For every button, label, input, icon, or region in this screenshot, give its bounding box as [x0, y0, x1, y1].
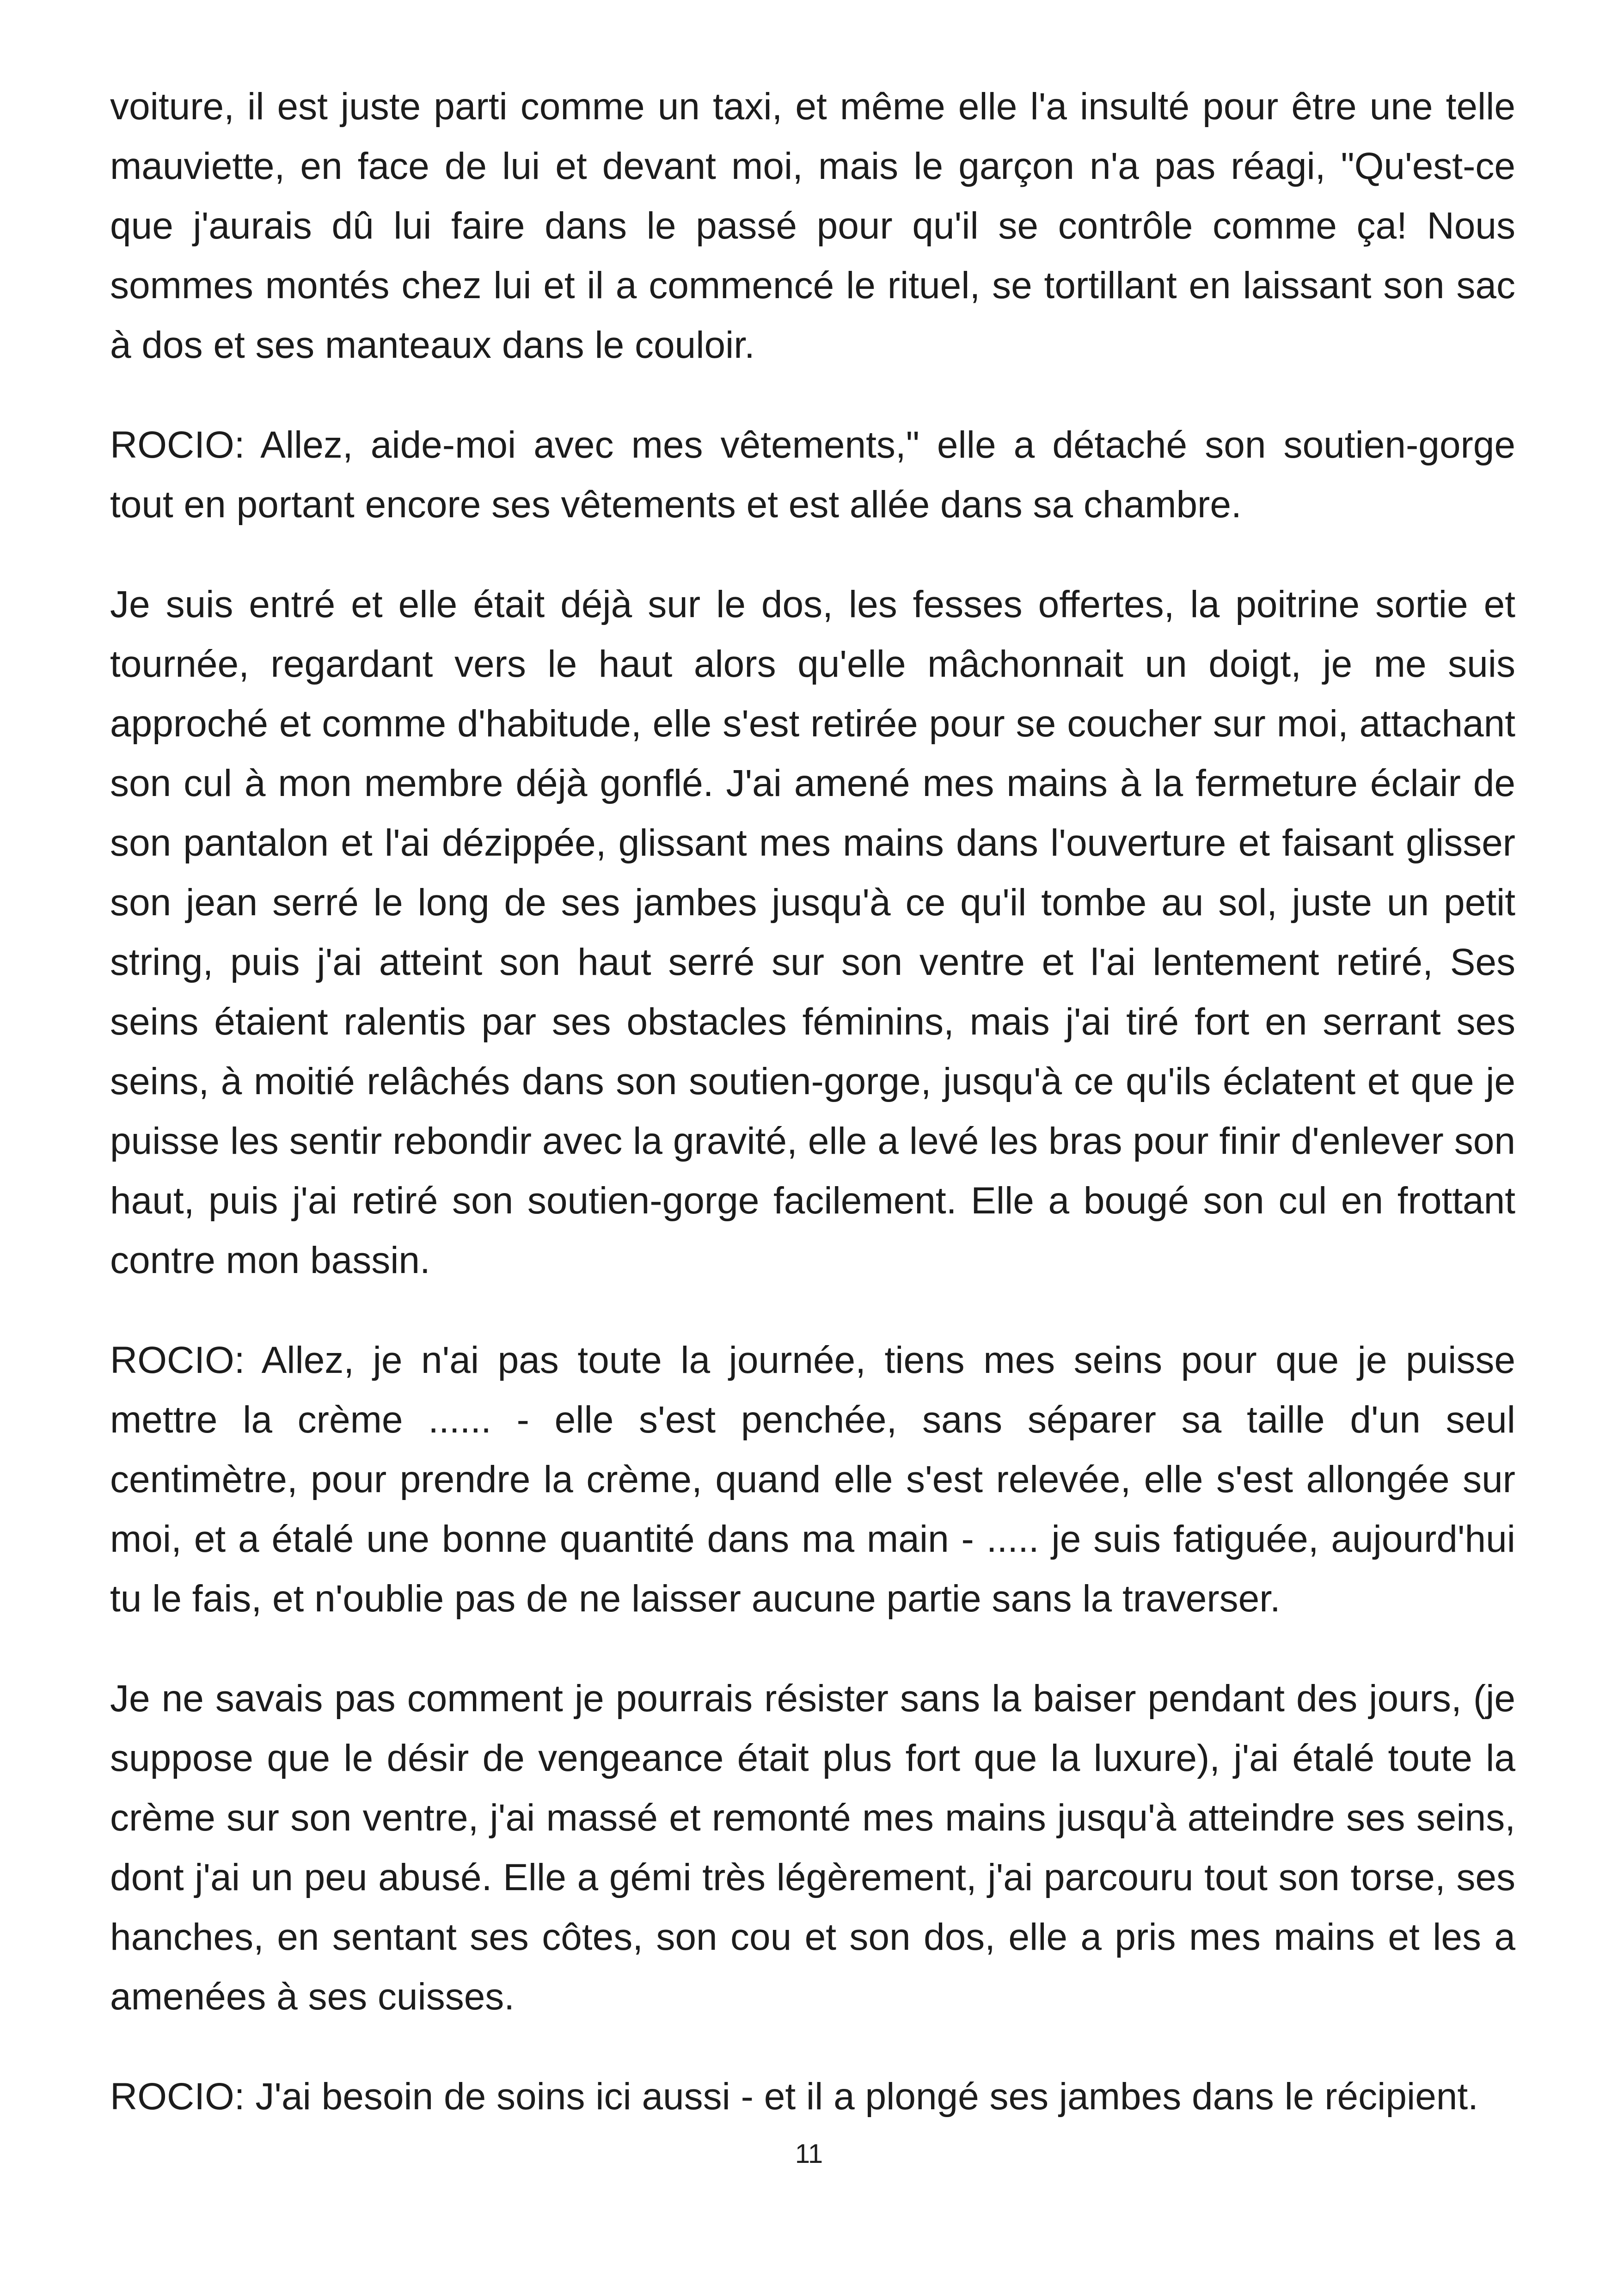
paragraph-1: voiture, il est juste parti comme un taxi, et même elle l'a insulté pour être une telle mauviette, en face de lui et devant moi, mais le garçon n'a pas réagi, "Qu'est-ce que j'aurais dû lui faire dans le passé pour qu'il se contrôle comme ça! Nous sommes montés chez lui et il a commencé le rituel, se tortillant en laissant son sac à dos et ses manteaux dans le couloir.	[110, 86, 1515, 366]
body-text	[110, 77, 1515, 2167]
paragraph-6: ROCIO: J'ai besoin de soins ici aussi - et il a plongé ses jambes dans le récipient.	[110, 2076, 1478, 2118]
page-number: 11	[795, 2139, 823, 2169]
paragraph-2: ROCIO: Allez, aide-moi avec mes vêtements," elle a détaché son soutien-gorge tout en portant encore ses vêtements et est allée dans sa chambre.	[110, 424, 1515, 526]
paragraph-5: Je ne savais pas comment je pourrais résister sans la baiser pendant des jours, (je suppose que le désir de vengeance était plus fort que la luxure), j'ai étalé toute la crème sur son ventre, j'ai massé et remonté mes mains jusqu'à atteindre ses seins, dont j'ai un peu abusé. Elle a gémi très légèrement, j'ai parcouru tout son torse, ses hanches, en sentant ses côtes, son cou et son dos, elle a pris mes mains et les a amenées à ses cuisses.	[110, 1678, 1515, 2018]
paragraph-4: ROCIO: Allez, je n'ai pas toute la journée, tiens mes seins pour que je puisse mettre la crème ...... - elle s'est penchée, sans séparer sa taille d'un seul centimètre, pour prendre la crème, quand elle s'est relevée, elle s'est allongée sur moi, et a étalé une bonne quantité dans ma main - ..... je suis fatiguée, aujourd'hui tu le fais, et n'oublie pas de ne laisser aucune partie sans la traverser.	[110, 1339, 1515, 1620]
paragraph-3: Je suis entré et elle était déjà sur le dos, les fesses offertes, la poitrine sortie et tournée, regardant vers le haut alors qu'elle mâchonnait un doigt, je me suis approché et comme d'habitude, elle s'est retirée pour se coucher sur moi, attachant son cul à mon membre déjà gonflé. J'ai amené mes mains à la fermeture éclair de son pantalon et l'ai dézippée, glissant mes mains dans l'ouverture et faisant glisser son jean serré le long de ses jambes jusqu'à ce qu'il tombe au sol, juste un petit string, puis j'ai atteint son haut serré sur son ventre et l'ai lentement retiré, Ses seins étaient ralentis par ses obstacles féminins, mais j'ai tiré fort en serrant ses seins, à moitié relâchés dans son soutien-gorge, jusqu'à ce qu'ils éclatent et que je puisse les sentir rebondir avec la gravité, elle a levé les bras pour finir d'enlever son haut, puis j'ai retiré son soutien-gorge facilement. Elle a bougé son cul en frottant contre mon bassin.	[110, 583, 1515, 1281]
